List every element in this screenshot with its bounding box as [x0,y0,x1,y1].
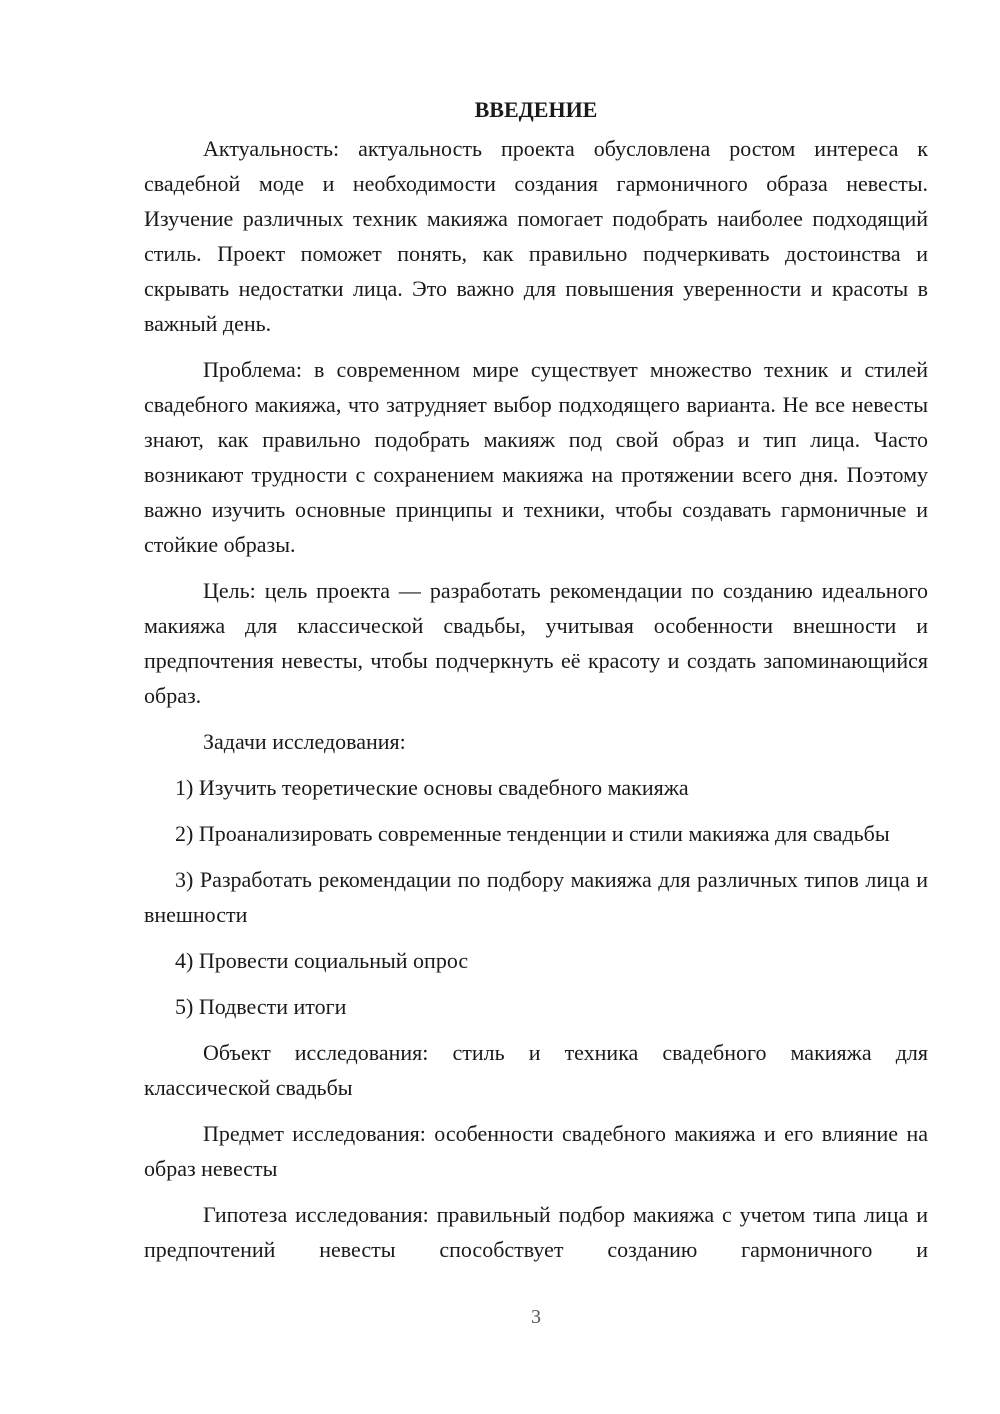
object-paragraph: Объект исследования: стиль и техника свадебного макияжа для классической свадьбы [144,1040,928,1100]
relevance-paragraph: Актуальность: актуальность проекта обусловлена ростом интереса к свадебной моде и необходимости создания гармоничного образа невесты. Изучение различных техник макияжа помогает подобрать наиболее подходящий стиль. Проект поможет понять, как правильно подчеркивать достоинства и скрывать недостатки лица. Это важно для повышения уверенности и красоты в важный день. [144,136,928,336]
task-item-3: 3) Разработать рекомендации по подбору макияжа для различных типов лица и внешности [144,867,928,927]
task-item-1: 1) Изучить теоретические основы свадебного макияжа [175,775,689,800]
task-item-5: 5) Подвести итоги [175,994,347,1019]
tasks-heading: Задачи исследования: [203,729,406,754]
goal-paragraph: Цель: цель проекта — разработать рекомендации по созданию идеального макияжа для классической свадьбы, учитывая особенности внешности и предпочтения невесты, чтобы подчеркнуть её красоту и создать запоминающийся образ. [144,578,928,708]
problem-paragraph: Проблема: в современном мире существует множество техник и стилей свадебного макияжа, что затрудняет выбор подходящего варианта. Не все невесты знают, как правильно подобрать макияж под свой образ и тип лица. Часто возникают трудности с сохранением макияжа на протяжении всего дня. Поэтому важно изучить основные принципы и техники, чтобы создавать гармоничные и стойкие образы. [144,357,928,557]
section-title: ВВЕДЕНИЕ [474,97,598,122]
document-page [144,92,928,1278]
hypothesis-paragraph: Гипотеза исследования: правильный подбор макияжа с учетом типа лица и предпочтений невесты способствует созданию гармоничного и [144,1202,928,1262]
task-item-2: 2) Проанализировать современные тенденции и стили макияжа для свадьбы [175,821,890,846]
subject-paragraph: Предмет исследования: особенности свадебного макияжа и его влияние на образ невесты [144,1121,928,1181]
task-item-4: 4) Провести социальный опрос [175,948,469,973]
page-number: 3 [531,1306,541,1328]
